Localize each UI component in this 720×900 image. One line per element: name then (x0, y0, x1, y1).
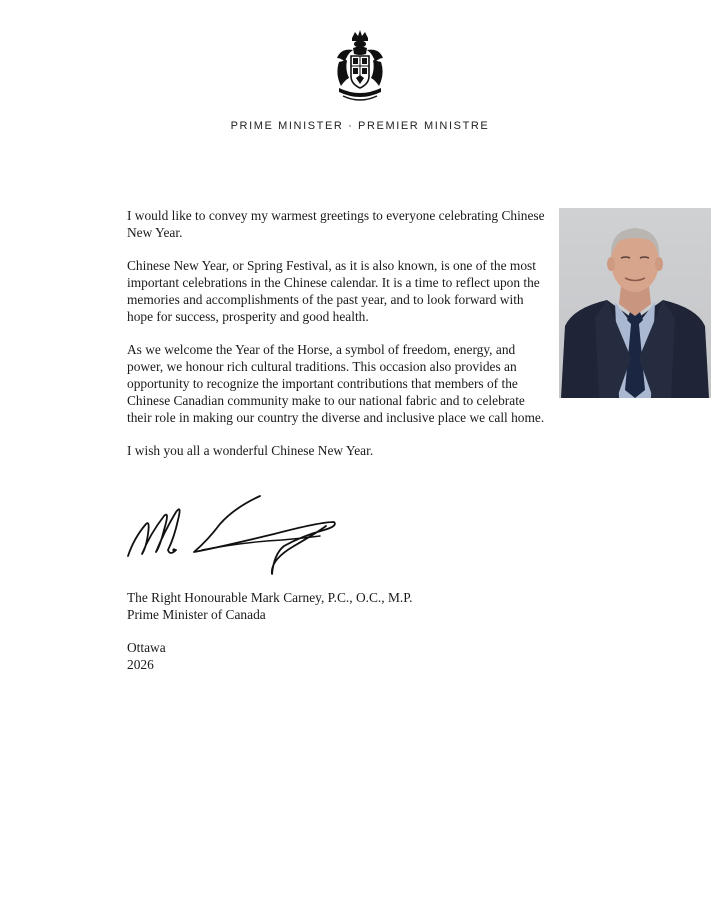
paragraph-closing-wish: I wish you all a wonderful Chinese New Year. (127, 443, 374, 459)
letter-body (127, 208, 587, 477)
canada-coat-of-arms-icon (331, 28, 389, 104)
signoff-block (127, 590, 587, 674)
paragraph-year-of-horse: As we welcome the Year of the Horse, a symbol of freedom, energy, and power, we honour rich cultural traditions. This occasion also provides an opportunity to recognize the important contributions that members of the Chinese Canadian community make to our national fabric and to celebrate their role in making our country the diverse and inclusive place we call home. (127, 342, 545, 425)
portrait-photo (559, 208, 711, 398)
signoff-year: 2026 (127, 657, 154, 673)
signature (124, 490, 344, 582)
signatory-name: The Right Honourable Mark Carney, P.C., O.C., M.P. (127, 590, 413, 605)
paragraph-spring-festival: Chinese New Year, or Spring Festival, as it is also known, is one of the most important celebrations in the Chinese calendar. It is a time to reflect upon the memories and accomplishments of the past year, and to look forward with hope for success, prosperity and good health. (127, 258, 540, 324)
signatory-title: Prime Minister of Canada (127, 606, 266, 622)
signoff-city: Ottawa (127, 640, 166, 656)
paragraph-greeting: I would like to convey my warmest greetings to everyone celebrating Chinese New Year. (127, 208, 545, 240)
office-heading: PRIME MINISTER · PREMIER MINISTRE (230, 120, 490, 132)
